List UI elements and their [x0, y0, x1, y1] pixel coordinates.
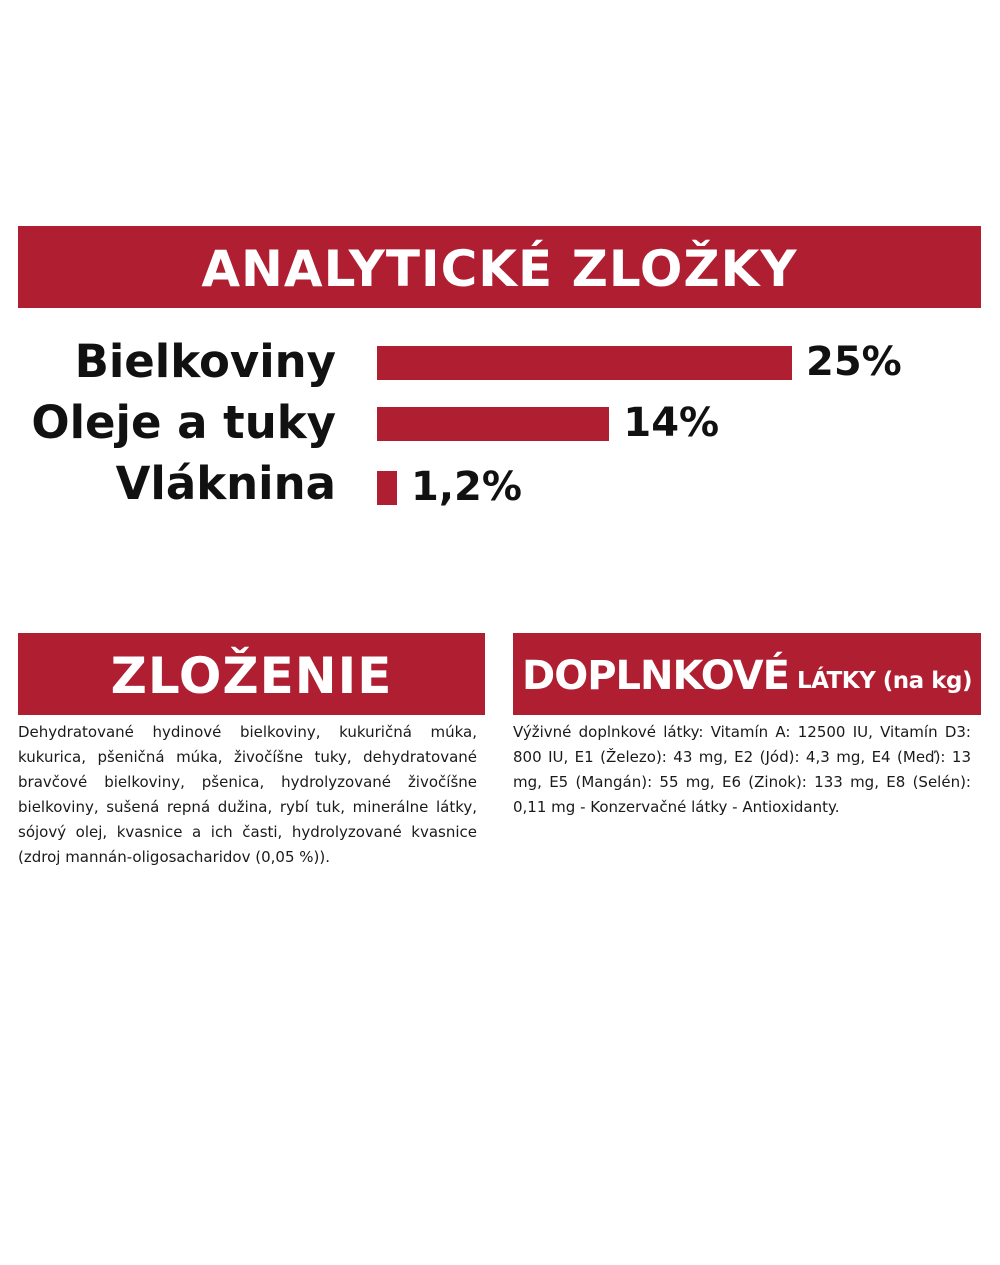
nutrient-value-fiber: 1,2% [411, 464, 522, 510]
nutrient-bar-protein [377, 346, 792, 380]
nutrient-bar-fat [377, 407, 609, 441]
composition-text: Dehydratované hydinové bielkoviny, kukuričná múka, kukurica, pšeničná múka, živočíšne tuky, dehydratované bravčové bielkoviny, pšenica, hydrolyzované živočíšne bielkoviny, sušená repná dužina, rybí tuk, minerálne látky, sójový olej, kvasnice a ich časti, hydrolyzované kvasnice (zdroj mannán-oligosacharidov (0,05 %)). [18, 723, 477, 866]
additives-banner [513, 633, 981, 715]
analytic-components-title: ANALYTICKÉ ZLOŽKY [201, 240, 798, 298]
additives-text: Výživné doplnkové látky: Vitamín A: 12500 IU, Vitamín D3: 800 IU, E1 (Železo): 43 mg, E2 (Jód): 4,3 mg, E4 (Meď): 13 mg, E5 (Mangán): 55 mg, E6 (Zinok): 133 mg, E8 (Selén): 0,11 mg - Konzervačné látky - Antioxidanty. [513, 723, 971, 816]
analytic-components-banner [18, 226, 981, 308]
composition-banner [18, 633, 485, 715]
nutrient-value-fat: 14% [623, 400, 720, 446]
nutrient-label-fiber: Vláknina [115, 457, 336, 510]
additives-title-sub: LÁTKY (na kg) [796, 668, 972, 694]
nutrient-label-protein: Bielkoviny [74, 335, 336, 388]
composition-title: ZLOŽENIE [110, 647, 393, 705]
nutrient-bar-fiber [377, 471, 397, 505]
additives-title-main: DOPLNKOVÉ [522, 653, 789, 699]
nutrient-value-protein: 25% [806, 339, 902, 385]
nutrient-label-fat: Oleje a tuky [31, 396, 336, 449]
